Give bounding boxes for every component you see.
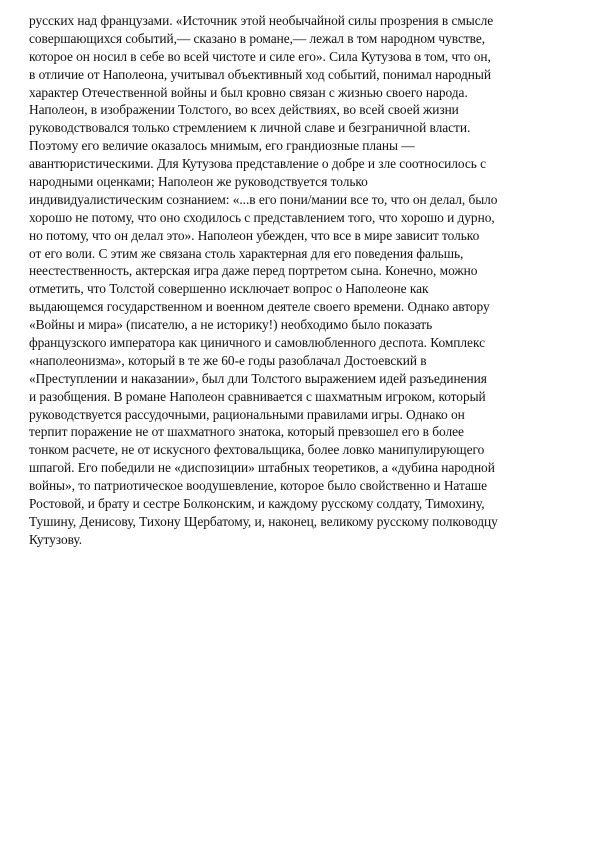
text-line: Кутузову. — [29, 531, 83, 547]
text-line: руководствуется рассудочными, рациональными правилами игры. Однако он — [29, 406, 465, 422]
text-line: французского императора как циничного и самовлюбленного деспота. Комплекс — [29, 335, 485, 351]
text-line: Тушину, Денисову, Тихону Щербатому, и, наконец, великому русскому полководцу — [29, 513, 498, 529]
text-line: Ростовой, и брату и сестре Болконским, и каждому русскому солдату, Тимохину, — [29, 496, 485, 512]
text-line: тонком расчете, не от искусного фехтовальщика, более ловко манипулирующего — [29, 442, 485, 458]
text-line: в отличие от Наполеона, учитывал объективный ход событий, понимал народный — [29, 66, 491, 82]
text-line: терпит поражение не от шахматного знатока, который превзошел его в более — [29, 424, 464, 440]
text-line: «Войны и мира» (писателю, а не историку!) необходимо было показать — [29, 317, 433, 333]
text-line: Поэтому его величие оказалось мнимым, его грандиозные планы — — [29, 138, 415, 154]
text-line: авантюристическими. Для Кутузова представление о добре и зле соотносилось с — [29, 156, 486, 172]
text-line: «наполеонизма», который в те же 60-е годы разоблачал Достоевский в — [29, 352, 427, 368]
text-line: хорошо не потому, что оно сходилось с представлением того, что хорошо и дурно, — [29, 209, 495, 225]
body-paragraph — [29, 12, 574, 549]
text-line: индивидуалистическим сознанием: «...в его пони/мании все то, что он делал, было — [29, 191, 498, 207]
text-line: русских над французами. «Источник этой необычайной силы прозрения в смысле — [29, 13, 494, 28]
text-line: от его воли. С этим же связана столь характерная для его поведения фальшь, — [29, 245, 464, 261]
text-line: характер Отечественной войны и был кровно связан с жизнью своего народа. — [29, 84, 468, 100]
text-line: войны», то патриотическое воодушевление, которое было свойственно и Наташе — [29, 478, 487, 494]
text-line: Наполеон, в изображении Толстого, во всех действиях, во всей своей жизни — [29, 102, 459, 118]
text-line: которое он носил в себе во всей чистоте и силе его». Сила Кутузова в том, что он, — [29, 48, 491, 64]
text-line: шпагой. Его победили не «диспозиции» штабных теоретиков, а «дубина народной — [29, 460, 495, 476]
text-line: «Преступлении и наказании», был дли Толстого выражением идей разъединения — [29, 370, 487, 386]
text-line: выдающемся государственном и военном деятеле своего времени. Однако автору — [29, 299, 490, 315]
text-line: и разобщения. В романе Наполеон сравнивается с шахматным игроком, который — [29, 388, 486, 404]
document-page — [29, 12, 574, 549]
text-line: руководствовался только стремлением к личной славе и безграничной власти. — [29, 120, 471, 136]
text-line: совершающихся событий,— сказано в романе,— лежал в том народном чувстве, — [29, 30, 486, 46]
text-line: неестественность, актерская игра даже перед портретом сына. Конечно, можно — [29, 263, 478, 279]
text-line: но потому, что он делал это». Наполеон убежден, что все в мире зависит только — [29, 227, 480, 243]
text-line: народными оценками; Наполеон же руководствуется только — [29, 174, 368, 190]
text-line: отметить, что Толстой совершенно исключает вопрос о Наполеоне как — [29, 281, 429, 297]
